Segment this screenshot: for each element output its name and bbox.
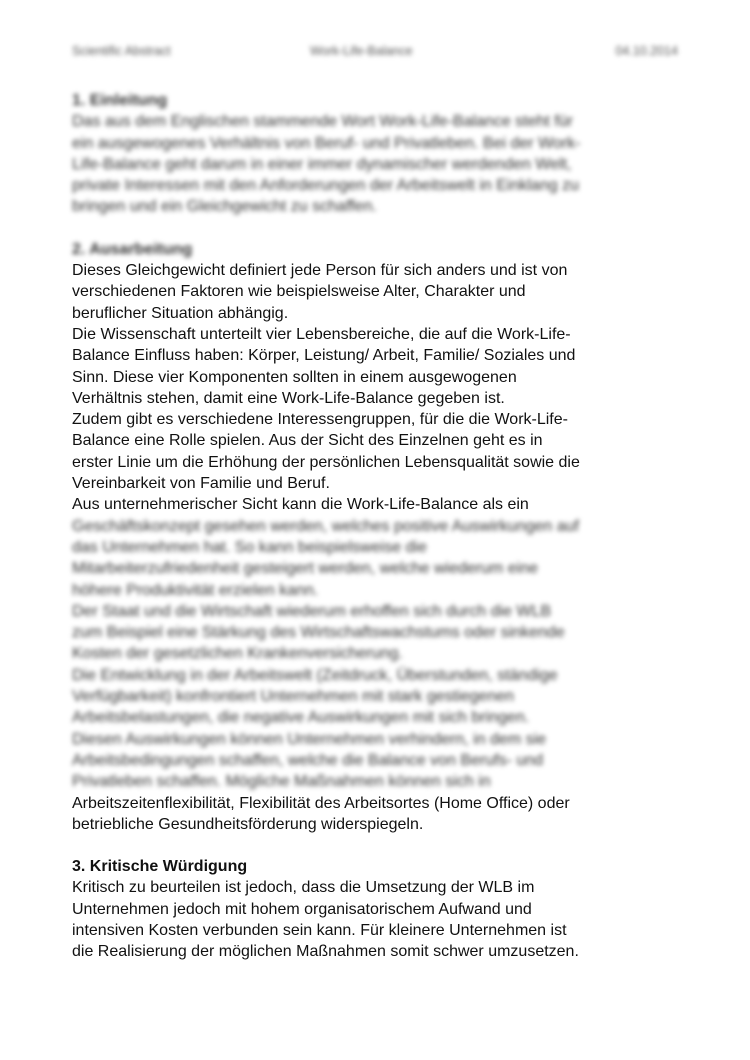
text-line: Verhältnis stehen, damit eine Work-Life-Balance gegeben ist. xyxy=(72,389,505,407)
text-line: Balance eine Rolle spielen. Aus der Sicht des Einzelnen geht es in xyxy=(72,432,543,450)
text-line: das Unternehmen hat. So kann beispielsweise die xyxy=(72,538,427,556)
text-line: Geschäftskonzept gesehen werden, welches positive Auswirkungen auf xyxy=(72,517,579,535)
text-line: verschiedenen Faktoren wie beispielsweise Alter, Charakter und xyxy=(72,283,526,301)
text-line: erster Linie um die Erhöhung der persönlichen Lebensqualität sowie die xyxy=(72,453,580,471)
text-line: Diesen Auswirkungen können Unternehmen verhindern, in dem sie xyxy=(72,730,547,748)
text-line: Der Staat und die Wirtschaft wiederum erhoffen sich durch die WLB xyxy=(72,602,552,620)
text-line: Mitarbeiterzufriedenheit gesteigert werden, welche wiederum eine xyxy=(72,560,539,578)
header-right: 04.10.2014 xyxy=(615,44,678,58)
text-line: zum Beispiel eine Stärkung des Wirtschaftswachstums oder sinkende xyxy=(72,624,565,642)
text-line: die Realisierung der möglichen Maßnahmen somit schwer umzusetzen. xyxy=(72,943,579,961)
section-heading: 2. Ausarbeitung xyxy=(72,240,193,258)
text-line: Die Entwicklung in der Arbeitswelt (Zeitdruck, Überstunden, ständige xyxy=(72,666,558,684)
text-line: Life-Balance geht darum in einer immer dynamischer werdenden Welt, xyxy=(72,155,572,173)
text-line: Arbeitsbedingungen schaffen, welche die Balance von Berufs- und xyxy=(72,751,544,769)
section-ausarbeitung xyxy=(72,239,682,835)
text-line: Kosten der gesetzlichen Krankenversicherung. xyxy=(72,645,403,663)
text-line: Sinn. Diese vier Komponenten sollten in einem ausgewogenen xyxy=(72,368,517,386)
text-line: betriebliche Gesundheitsförderung widerspiegeln. xyxy=(72,815,424,833)
header-left: Scientific Abstract xyxy=(72,44,171,58)
text-line: Kritisch zu beurteilen ist jedoch, dass die Umsetzung der WLB im xyxy=(72,879,535,897)
header-center: Work-Life-Balance xyxy=(310,44,413,58)
section-einleitung xyxy=(72,90,682,218)
text-line: Privatleben schaffen. Mögliche Maßnahmen können sich in xyxy=(72,773,491,791)
text-line: Verfügbarkeit) konfrontiert Unternehmen mit stark gestiegenen xyxy=(72,688,515,706)
text-line: private Interessen mit den Anforderungen der Arbeitswelt in Einklang zu xyxy=(72,177,579,195)
document-body xyxy=(72,90,682,984)
text-line: bringen und ein Gleichgewicht zu schaffen. xyxy=(72,198,377,216)
text-line: Arbeitsbelastungen, die negative Auswirkungen mit sich bringen. xyxy=(72,709,530,727)
section-kritische-wuerdigung xyxy=(72,856,682,962)
text-line: ein ausgewogenes Verhältnis von Beruf- und Privatleben. Bei der Work- xyxy=(72,134,581,152)
text-line: höhere Produktivität erzielen kann. xyxy=(72,581,319,599)
text-line: Balance Einfluss haben: Körper, Leistung/ Arbeit, Familie/ Soziales und xyxy=(72,347,576,365)
text-line: Zudem gibt es verschiedene Interessengruppen, für die die Work-Life- xyxy=(72,411,568,429)
blurred-passage xyxy=(72,516,682,793)
text-line: Dieses Gleichgewicht definiert jede Person für sich anders und ist von xyxy=(72,262,568,280)
section-heading: 3. Kritische Würdigung xyxy=(72,858,248,876)
text-line: beruflicher Situation abhängig. xyxy=(72,304,289,322)
text-line: Das aus dem Englischen stammende Wort Work-Life-Balance steht für xyxy=(72,113,573,131)
text-line: Die Wissenschaft unterteilt vier Lebensbereiche, die auf die Work-Life- xyxy=(72,325,571,343)
text-line: Arbeitszeitenflexibilität, Flexibilität des Arbeitsortes (Home Office) oder xyxy=(72,794,570,812)
section-heading: 1. Einleitung xyxy=(72,92,168,109)
text-line: Vereinbarkeit von Familie und Beruf. xyxy=(72,475,330,493)
text-line: Aus unternehmerischer Sicht kann die Work-Life-Balance als ein xyxy=(72,496,529,514)
text-line: Unternehmen jedoch mit hohem organisatorischem Aufwand und xyxy=(72,900,532,918)
text-line: intensiven Kosten verbunden sein kann. Für kleinere Unternehmen ist xyxy=(72,921,567,939)
page-header xyxy=(72,44,678,64)
